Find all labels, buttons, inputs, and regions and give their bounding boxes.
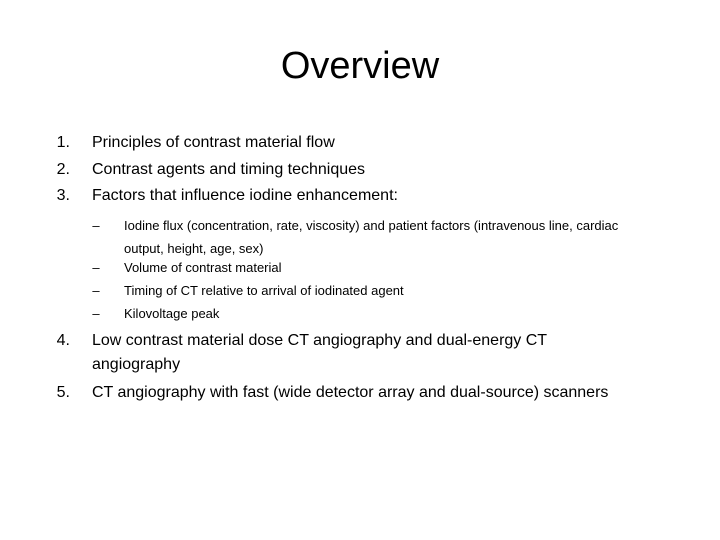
list-item-text: Contrast agents and timing techniques: [92, 161, 366, 178]
list-item-text: Principles of contrast material flow: [92, 134, 335, 151]
sub-bullet-dash: –: [92, 283, 100, 298]
list-item-number: 2.: [56, 161, 70, 178]
list-item-number: 1.: [56, 134, 70, 151]
list-item-number: 3.: [56, 187, 70, 204]
list-item-text: Factors that influence iodine enhancement:: [92, 187, 398, 204]
sub-bullet-dash: –: [92, 218, 100, 233]
slide-title: Overview: [280, 45, 440, 87]
list-item-text: Low contrast material dose CT angiography and dual-energy CT angiography: [92, 332, 547, 373]
sub-item-text: Timing of CT relative to arrival of iodinated agent: [124, 283, 404, 298]
list-item-text: CT angiography with fast (wide detector array and dual-source) scanners: [92, 384, 609, 401]
sub-item-text: Iodine flux (concentration, rate, viscosity) and patient factors (intravenous line, cardiac output, height, age, sex): [124, 218, 619, 256]
sub-bullet-dash: –: [92, 260, 100, 275]
list-item-number: 5.: [56, 384, 70, 401]
sub-item-text: Volume of contrast material: [124, 260, 282, 275]
sub-bullet-dash: –: [92, 306, 100, 321]
list-item-number: 4.: [56, 332, 70, 349]
sub-item-text: Kilovoltage peak: [124, 306, 220, 321]
